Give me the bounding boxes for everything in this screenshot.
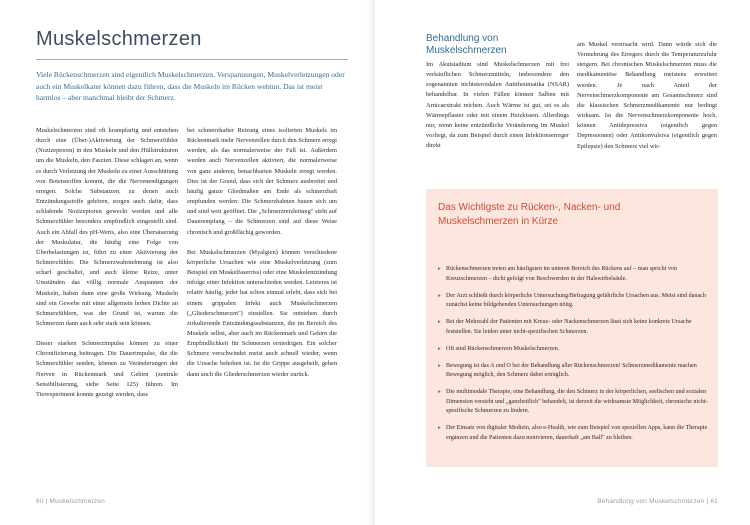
- bullet-arrow-icon: ▸: [438, 362, 441, 369]
- summary-title: Das Wichtigste zu Rücken-, Nacken- und Muskelschmerzen in Kürze: [438, 202, 621, 227]
- summary-item: [438, 362, 710, 381]
- summary-item-text: Rückenschmerzen treten am häufigsten im unteren Bereich des Rückens auf – man spricht von Kreuzschmerzen – dicht gefolgt von Beschwerden in der Halswirbelsäule.: [446, 266, 677, 282]
- right-page-column-2: [577, 40, 717, 162]
- body-paragraph: bei schmerzhafter Reizung eines isolierten Muskels im Rückenmark mehr Nervenzellen durch den Schmerz erregt werden, als das normalerweise der Fall ist. Außerdem werden auch Nervenzellen aktiviert, die normalerweise von ganz anderen, benachbarten Muskeln erregt werden. Dies ist der Grund, dass sich der Schmerz ausbreitet und häufig ganze Gliedmaßen am Ende als schmerzhaft empfunden werden: Die Schmerzbahnen bauen sich um und sind weit geöffnet. Die „Schmerzreizleitung" steht auf Dauerempfang – die Schmerzen sind auf diese Weise chronisch und großflächig geworden.: [187, 127, 337, 236]
- intro-paragraph: Viele Rückenschmerzen sind eigentlich Muskelschmerzen. Verspannungen, Muskelverletzungen oder auch ein Muskelkater können dazu führen, dass die Muskeln im Rücken wehtun. Das ist meist harmlos – aber manchmal bleibt der Schmerz.: [36, 70, 345, 102]
- summary-list: [438, 265, 710, 451]
- summary-box: [426, 189, 718, 467]
- summary-item: [438, 424, 710, 443]
- summary-item: [438, 318, 710, 337]
- body-paragraph: am Muskel verursacht wird. Dann würde sich die Vermehrung des Erregers durch die Temperaturzufuhr steigern. Bei chronischen Muskelschmerzen muss die medikamentöse Behandlung meistens erweitert werden. Je nach Anteil der Nervenschmerzkomponente am Gesamtschmerz sind die klassischen Schmerzmedikamente nur bedingt wirksam. Ist die Nervenschmerzkomponente hoch, können Antidepressiva (eigentlich gegen Depressionen) oder Antikonvulsiva (eigentlich gegen Epilepsie) den Schmerz viel wir-: [577, 41, 717, 150]
- bullet-arrow-icon: ▸: [438, 266, 441, 272]
- summary-item-text: Bewegung ist das A und O bei der Behandlung aller Rückenschmerzen! Schmerzmedikamente machen Bewegung möglich, den Schmerz dabei erträglich.: [446, 362, 697, 379]
- page-number-right: Behandlung von Muskelschmerzen | 61: [597, 498, 718, 505]
- body-paragraph: Im Akutstadium sind Muskelschmerzen mit frei verkäuflichen Schmerzmitteln, insbesondere den sogenannten nichtsteroidalen Antirheumatika (NSAR) behandelbar. In vielen Fällen können Salben mit Arnicaextrakt reichen. Auch Wärme ist gut, sei es als Wärmepflaster oder mit einem Heizkissen. Allerdings nur, wenn keine entzündliche Veränderung im Muskel vorliegt, da zum Beispiel durch einen Infektionserreger direkt: [426, 61, 569, 150]
- left-page-column-1: [36, 126, 178, 410]
- summary-item-text: Der Arzt schließt durch körperliche Untersuchung/Befragung gefährliche Ursachen aus. Meist sind danach zunächst keine bildgebenden Untersuchungen nötig.: [446, 292, 706, 309]
- body-paragraph: Bei Muskelschmerzen (Myalgien) können verschiedene körperliche Ursachen wie eine Muskelverletzung (zum Beispiel ein Muskelfaserriss) oder eine Muskelentzündung infolge einer Infektion unterschieden werden. Letzteres ist relativ häufig; jeder hat schon einmal erlebt, dass sich bei einem grippalen Infekt auch Muskelschmerzen („Gliederschmerzen") einstellen. Sie entstehen durch zirkulierende Entzündungssubstanzen, die im Bereich des Muskels selbst, aber auch im Rückenmark und Gehirn die Empfindlichkeit für Schmerzen erniedrigen. Ein solcher Schmerz verschwindet meist auch schnell wieder, wenn die Ursache behoben ist. Ist die Grippe ausgeheilt, gehen dann auch die Gliederschmerzen wieder zurück.: [187, 248, 337, 378]
- summary-item-text: Die multimodale Therapie, eine Behandlung, die den Schmerz in der körperlichen, seelischen und sozialen Dimension versteht und „ganzheitlich" behandelt, ist derzeit die wirksamste Möglichkeit, chronische nicht-spezifische Schmerzen zu lindern.: [446, 389, 708, 415]
- summary-item-text: Oft sind Rückenschmerzen Muskelschmerzen.: [446, 345, 560, 352]
- title-divider: [36, 59, 348, 60]
- right-page-column-1: [426, 60, 569, 161]
- summary-item: [438, 388, 710, 417]
- body-paragraph: Muskelschmerzen sind oft krampfartig und entstehen durch eine (Über-)Aktivierung der Schmerzfühler (Nozizeptoren) in den Muskeln und den Hüllstrukturen um die Muskeln, den Faszien. Diese schlagen an, wenn es durch Verletzung der Muskeln zu einer Ausschüttung von Botenstoffen kommt, die die Nervenendigungen erregen. Solche Substanzen, zu denen auch Entzündungsstoffe gehören, sorgen auch dafür, dass schlafende Nozizeptoren geweckt werden und alle Schmerzfühler besonders empfindlich eingestellt sind. Auch ein Abfall des pH-Werts, also eine Übersäuerung der Muskulatur, die häufig eine Folge von Überbelastungen ist, führt zu einer Aktivierung der Schmerzfühler. Die Schmerzwahrnehmung ist also scharf geschaltet, und auch kleine Reize, unter Umständen das völlig normale Anspannen der Muskeln, haben dann eine große Wirkung. Muskeln sind ein Gewebe mit einer allgemein hohen Dichte an Schmerzfühlern, was der Grund ist, warum die Schmerzen dann auch sehr stark sein können.: [36, 127, 178, 327]
- summary-item: [438, 292, 710, 311]
- summary-item: [438, 345, 710, 355]
- body-paragraph: Dieser starken Schmerzimpulse können zu einer Chronifizierung beitragen. Die Dauerimpulse, die die Schmerzfühler senden, können zu Veränderungen der Nerven in Rückenmark und Gehirn (zentrale Sensibilisierung, siehe Seite 125) führen. Im Tierexperiment konnte gezeigt werden, dass: [36, 340, 178, 398]
- bullet-arrow-icon: ▸: [438, 425, 441, 432]
- chapter-title: Muskelschmerzen: [36, 28, 202, 50]
- summary-item-text: Der Einsatz von digitaler Medizin, also e-Health, wie zum Beispiel von speziellen Apps, kann die Therapie ergänzen und die Patienten dazu motivieren, dauerhaft „am Ball" zu bleiben.: [446, 425, 708, 442]
- bullet-arrow-icon: ▸: [438, 319, 441, 326]
- section-heading: Behandlung von Muskelschmerzen: [426, 33, 507, 56]
- bullet-arrow-icon: ▸: [438, 389, 441, 396]
- summary-item-text: Bei der Mehrzahl der Patienten mit Kreuz- oder Nackenschmerzen lässt sich keine konkrete Ursache feststellen. Sie leiden unter nicht-spezifischen Schmerzen.: [446, 319, 692, 335]
- summary-item: [438, 265, 710, 284]
- bullet-arrow-icon: ▸: [438, 292, 441, 299]
- bullet-arrow-icon: ▸: [438, 345, 441, 352]
- left-page-column-2: [187, 126, 337, 390]
- page-number-left: 60 | Muskelschmerzen: [36, 498, 105, 505]
